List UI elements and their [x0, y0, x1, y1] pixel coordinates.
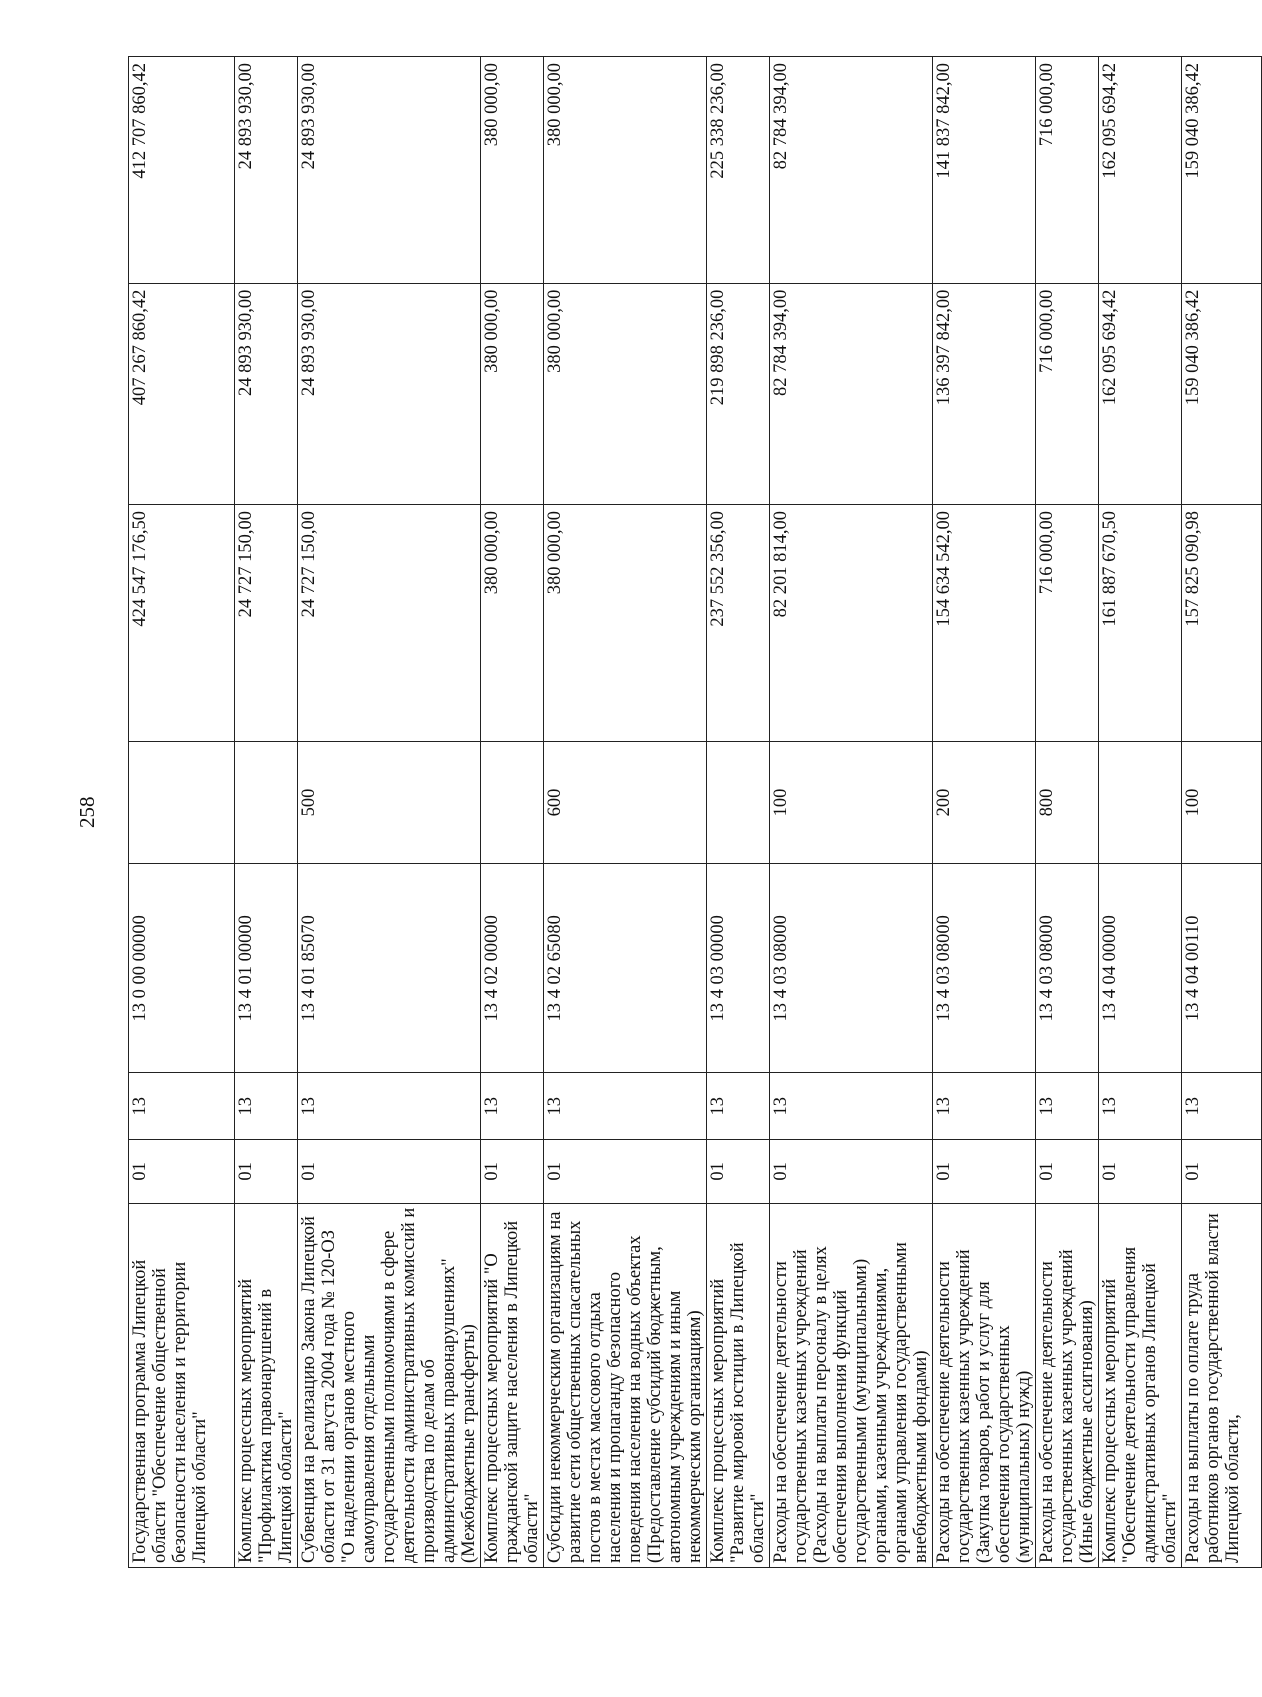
section-code-cell: 01	[544, 1140, 707, 1203]
subsection-code-cell: 13	[1099, 1073, 1182, 1140]
target-article-cell: 13 4 02 00000	[481, 864, 544, 1073]
amount-year1-cell: 24 727 150,00	[235, 505, 298, 742]
amount-year3-cell: 380 000,00	[481, 57, 544, 284]
amount-year1-cell: 380 000,00	[544, 505, 707, 742]
table-row	[707, 57, 770, 1568]
target-article-cell: 13 4 01 85070	[298, 864, 481, 1073]
amount-year1-cell: 157 825 090,98	[1182, 505, 1262, 742]
table-row	[235, 57, 298, 1568]
subsection-code-cell: 13	[707, 1073, 770, 1140]
section-code-cell: 01	[770, 1140, 933, 1203]
row-name-cell: Комплекс процессных мероприятий "Профилактика правонарушений в Липецкой области"	[235, 1203, 298, 1567]
subsection-code-cell: 13	[235, 1073, 298, 1140]
expense-type-cell: 600	[544, 741, 707, 864]
expense-type-cell	[129, 741, 235, 864]
row-name-cell: Расходы на обеспечение деятельности государственных казенных учреждений (Расходы на выплаты персоналу в целях обеспечения выполнения функций государственными (муниципальными) органами, казенными учреждениями, органами управления государственными внебюджетными фондами)	[770, 1203, 933, 1567]
subsection-code-cell: 13	[770, 1073, 933, 1140]
table-row	[770, 57, 933, 1568]
page-number: 258	[75, 796, 99, 828]
row-name-cell: Расходы на обеспечение деятельности государственных казенных учреждений (Закупка товаров, работ и услуг для обеспечения государственных (муниципальных) нужд)	[933, 1203, 1036, 1567]
section-code-cell: 01	[1036, 1140, 1099, 1203]
target-article-cell: 13 4 03 08000	[770, 864, 933, 1073]
amount-year3-cell: 24 893 930,00	[298, 57, 481, 284]
table-row	[481, 57, 544, 1568]
amount-year1-cell: 380 000,00	[481, 505, 544, 742]
amount-year2-cell: 24 893 930,00	[235, 283, 298, 504]
target-article-cell: 13 4 04 00110	[1182, 864, 1262, 1073]
table-row	[544, 57, 707, 1568]
amount-year3-cell: 716 000,00	[1036, 57, 1099, 284]
expense-type-cell: 500	[298, 741, 481, 864]
expense-type-cell: 200	[933, 741, 1036, 864]
amount-year3-cell: 225 338 236,00	[707, 57, 770, 284]
target-article-cell: 13 0 00 00000	[129, 864, 235, 1073]
amount-year1-cell: 424 547 176,50	[129, 505, 235, 742]
section-code-cell: 01	[707, 1140, 770, 1203]
amount-year3-cell: 162 095 694,42	[1099, 57, 1182, 284]
target-article-cell: 13 4 03 08000	[1036, 864, 1099, 1073]
expense-type-cell	[235, 741, 298, 864]
row-name-cell: Субвенция на реализацию Закона Липецкой области от 31 августа 2004 года № 120-ОЗ "О наделении органов местного самоуправления отдельными государственными полномочиями в сфере деятельности административных комиссий и производства по делам об административных правонарушениях" (Межбюджетные трансферты)	[298, 1203, 481, 1567]
subsection-code-cell: 13	[1182, 1073, 1262, 1140]
subsection-code-cell: 13	[298, 1073, 481, 1140]
amount-year3-cell: 159 040 386,42	[1182, 57, 1262, 284]
amount-year3-cell: 24 893 930,00	[235, 57, 298, 284]
table-row	[933, 57, 1036, 1568]
expense-type-cell: 800	[1036, 741, 1099, 864]
target-article-cell: 13 4 03 08000	[933, 864, 1036, 1073]
target-article-cell: 13 4 02 65080	[544, 864, 707, 1073]
section-code-cell: 01	[1099, 1140, 1182, 1203]
row-name-cell: Комплекс процессных мероприятий "Развитие мировой юстиции в Липецкой области"	[707, 1203, 770, 1567]
amount-year1-cell: 161 887 670,50	[1099, 505, 1182, 742]
expense-type-cell: 100	[770, 741, 933, 864]
amount-year1-cell: 82 201 814,00	[770, 505, 933, 742]
expense-type-cell	[481, 741, 544, 864]
section-code-cell: 01	[481, 1140, 544, 1203]
amount-year2-cell: 162 095 694,42	[1099, 283, 1182, 504]
amount-year2-cell: 380 000,00	[481, 283, 544, 504]
amount-year3-cell: 141 837 842,00	[933, 57, 1036, 284]
row-name-cell: Комплекс процессных мероприятий "О гражданской защите населения в Липецкой области"	[481, 1203, 544, 1567]
amount-year1-cell: 24 727 150,00	[298, 505, 481, 742]
amount-year2-cell: 82 784 394,00	[770, 283, 933, 504]
amount-year2-cell: 136 397 842,00	[933, 283, 1036, 504]
amount-year2-cell: 380 000,00	[544, 283, 707, 504]
table-row	[129, 57, 235, 1568]
amount-year1-cell: 237 552 356,00	[707, 505, 770, 742]
amount-year2-cell: 159 040 386,42	[1182, 283, 1262, 504]
expense-type-cell	[1099, 741, 1182, 864]
amount-year3-cell: 412 707 860,42	[129, 57, 235, 284]
amount-year3-cell: 82 784 394,00	[770, 57, 933, 284]
row-name-cell: Расходы на выплаты по оплате труда работников органов государственной власти Липецкой области,	[1182, 1203, 1262, 1567]
section-code-cell: 01	[933, 1140, 1036, 1203]
amount-year2-cell: 716 000,00	[1036, 283, 1099, 504]
row-name-cell: Государственная программа Липецкой области "Обеспечение общественной безопасности населения и территории Липецкой области"	[129, 1203, 235, 1567]
section-code-cell: 01	[298, 1140, 481, 1203]
section-code-cell: 01	[235, 1140, 298, 1203]
target-article-cell: 13 4 04 00000	[1099, 864, 1182, 1073]
table-row	[1182, 57, 1262, 1568]
amount-year3-cell: 380 000,00	[544, 57, 707, 284]
row-name-cell: Расходы на обеспечение деятельности государственных казенных учреждений (Иные бюджетные ассигнования)	[1036, 1203, 1099, 1567]
subsection-code-cell: 13	[1036, 1073, 1099, 1140]
section-code-cell: 01	[1182, 1140, 1262, 1203]
target-article-cell: 13 4 03 00000	[707, 864, 770, 1073]
section-code-cell: 01	[129, 1140, 235, 1203]
row-name-cell: Комплекс процессных мероприятий "Обеспечение деятельности управления административных органов Липецкой области"	[1099, 1203, 1182, 1567]
amount-year2-cell: 219 898 236,00	[707, 283, 770, 504]
amount-year1-cell: 716 000,00	[1036, 505, 1099, 742]
subsection-code-cell: 13	[544, 1073, 707, 1140]
expense-type-cell: 100	[1182, 741, 1262, 864]
subsection-code-cell: 13	[129, 1073, 235, 1140]
table-body	[129, 57, 1262, 1568]
budget-table	[128, 56, 1262, 1568]
target-article-cell: 13 4 01 00000	[235, 864, 298, 1073]
amount-year2-cell: 407 267 860,42	[129, 283, 235, 504]
expense-type-cell	[707, 741, 770, 864]
table-row	[1099, 57, 1182, 1568]
table-row	[1036, 57, 1099, 1568]
rotated-table-container	[128, 56, 1243, 1568]
subsection-code-cell: 13	[933, 1073, 1036, 1140]
row-name-cell: Субсидии некоммерческим организациям на развитие сети общественных спасательных постов в местах массового отдыха населения и пропаганду безопасного поведения населения на водных объектах (Предоставление субсидий бюджетным, автономным учреждениям и иным некоммерческим организациям)	[544, 1203, 707, 1567]
subsection-code-cell: 13	[481, 1073, 544, 1140]
amount-year2-cell: 24 893 930,00	[298, 283, 481, 504]
table-row	[298, 57, 481, 1568]
amount-year1-cell: 154 634 542,00	[933, 505, 1036, 742]
